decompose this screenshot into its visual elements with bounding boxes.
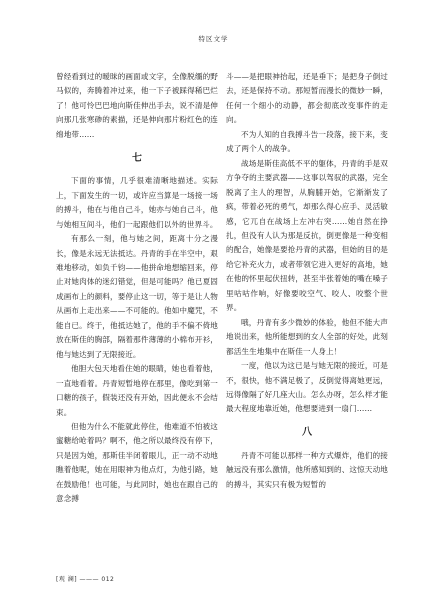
paragraph: 曾经看到过的暧昧的画面或文字，全像脱缰的野马似的，奔腾着冲过来，他一下子被踩得稀巴烂了！他可怜巴巴地向斯佳伸出手去，说不清是伸向那几张寒碜的素描，还是伸向那片粉红色的连绵地带…… xyxy=(56,72,218,139)
left-column xyxy=(56,70,218,507)
paragraph: 下面的事情，几乎很难清晰地描述。实际上，下面发生的一切，或许应当算是一场接一场的搏斗，他在与他自己斗，她亦与她自己斗，他与她相互间斗，他们一起跟他们以外的世界斗。 xyxy=(56,176,218,229)
paragraph: 战场是斯佳高低不平的躯体，丹青的手是双方争夺的主要武器——这事以驾驭的武器，完全脱离了主人的理智，从胸脯开始，它渐渐发了疯，带着必死的勇气，却那么得心应手、灵活敏感，它兀自在战场上左冲右突……她自然在挣扎，但没有人认为那是反抗，倒更像是一种变相的配合，她像是要抢丹青的武器，但始的目的是给它补充火力，或者带领它进入更好的高地，她在他的怀里起伏扭转，甚至半张着她的嘴在嗓子里咕咕作响，好像要咬空气、咬人、咬整个世界。 xyxy=(226,158,388,313)
section-number: 七 xyxy=(132,153,142,165)
magazine-title: 特区文学 xyxy=(198,35,229,43)
paragraph: 斗——是把眼神抬起，还是垂下；是把身子倒过去，还是保持不动。那短暂而漫长的微妙一瞬，任何一个细小的动静，都会彻底改变事件的走向。 xyxy=(226,72,388,125)
right-column xyxy=(226,70,388,492)
page-footer: [观 澜] ——— 012 xyxy=(56,576,115,583)
paragraph: 有那么一刻，他与她之间，距离十分之漫长，像是永远无法抵达。丹青的手在半空中，艰难地移动，如负千钧——他拼命地想缩回来，停止对她肉体的迷幻错觉，但是可能吗？他已夏固成画布上的颜料，要停止这一切，等于是让人物从画布上走出来——不可能的。他如中魔咒，不能自已。终于，他抵达她了，他的手不偏不倚地放在斯佳的胸部，隔着那件薄薄的小棉布开衫，他与她达到了无限接近。 xyxy=(56,234,218,359)
paragraph: 他胆大包天地看住她的眼睛，她也看着他，一直地看着。丹青短暂地停在那里，像吃到第一口糖的孩子，假装还没有开始，因此便永不会结束。 xyxy=(56,364,218,417)
paragraph: 哦，丹青有多少微妙的体验，他但不能大声地说出来，他所能想到的女人全部的好处，此刻都活生生地集中在斯佳一人身上！ xyxy=(226,317,388,356)
paragraph: 但他为什么不能就此停住，他难道不怕被这蜜糖给呛着吗？啊不，他之所以最终没有停下，只是因为她，那斯佳半闭着眼儿，正一动不动地瞧着他呢，她在用眼神为他点灯，为他引路，她在鼓励他！也可能，与此同时，她也在跟自己的意念搏 xyxy=(56,421,218,504)
paragraph: 不为人知的自我搏斗告一段落，接下来，变成了两个人的战争。 xyxy=(226,129,388,154)
paragraph: 丹青不可能以那样一种方式爆炸，他们的接触远没有那么激情，他所感知到的、这惊天动地的搏斗，其实只有极为短暂的 xyxy=(226,450,388,489)
paragraph: 一度，他以为这已是与她无限的接近，可是不，很快，他不满足极了，反倒觉得离她更远，远得像隔了好几座大山。怎么办呀，怎么样才能最大程度地靠近她，他想要进到一扇门…… xyxy=(226,361,388,414)
section-number: 八 xyxy=(302,426,312,438)
